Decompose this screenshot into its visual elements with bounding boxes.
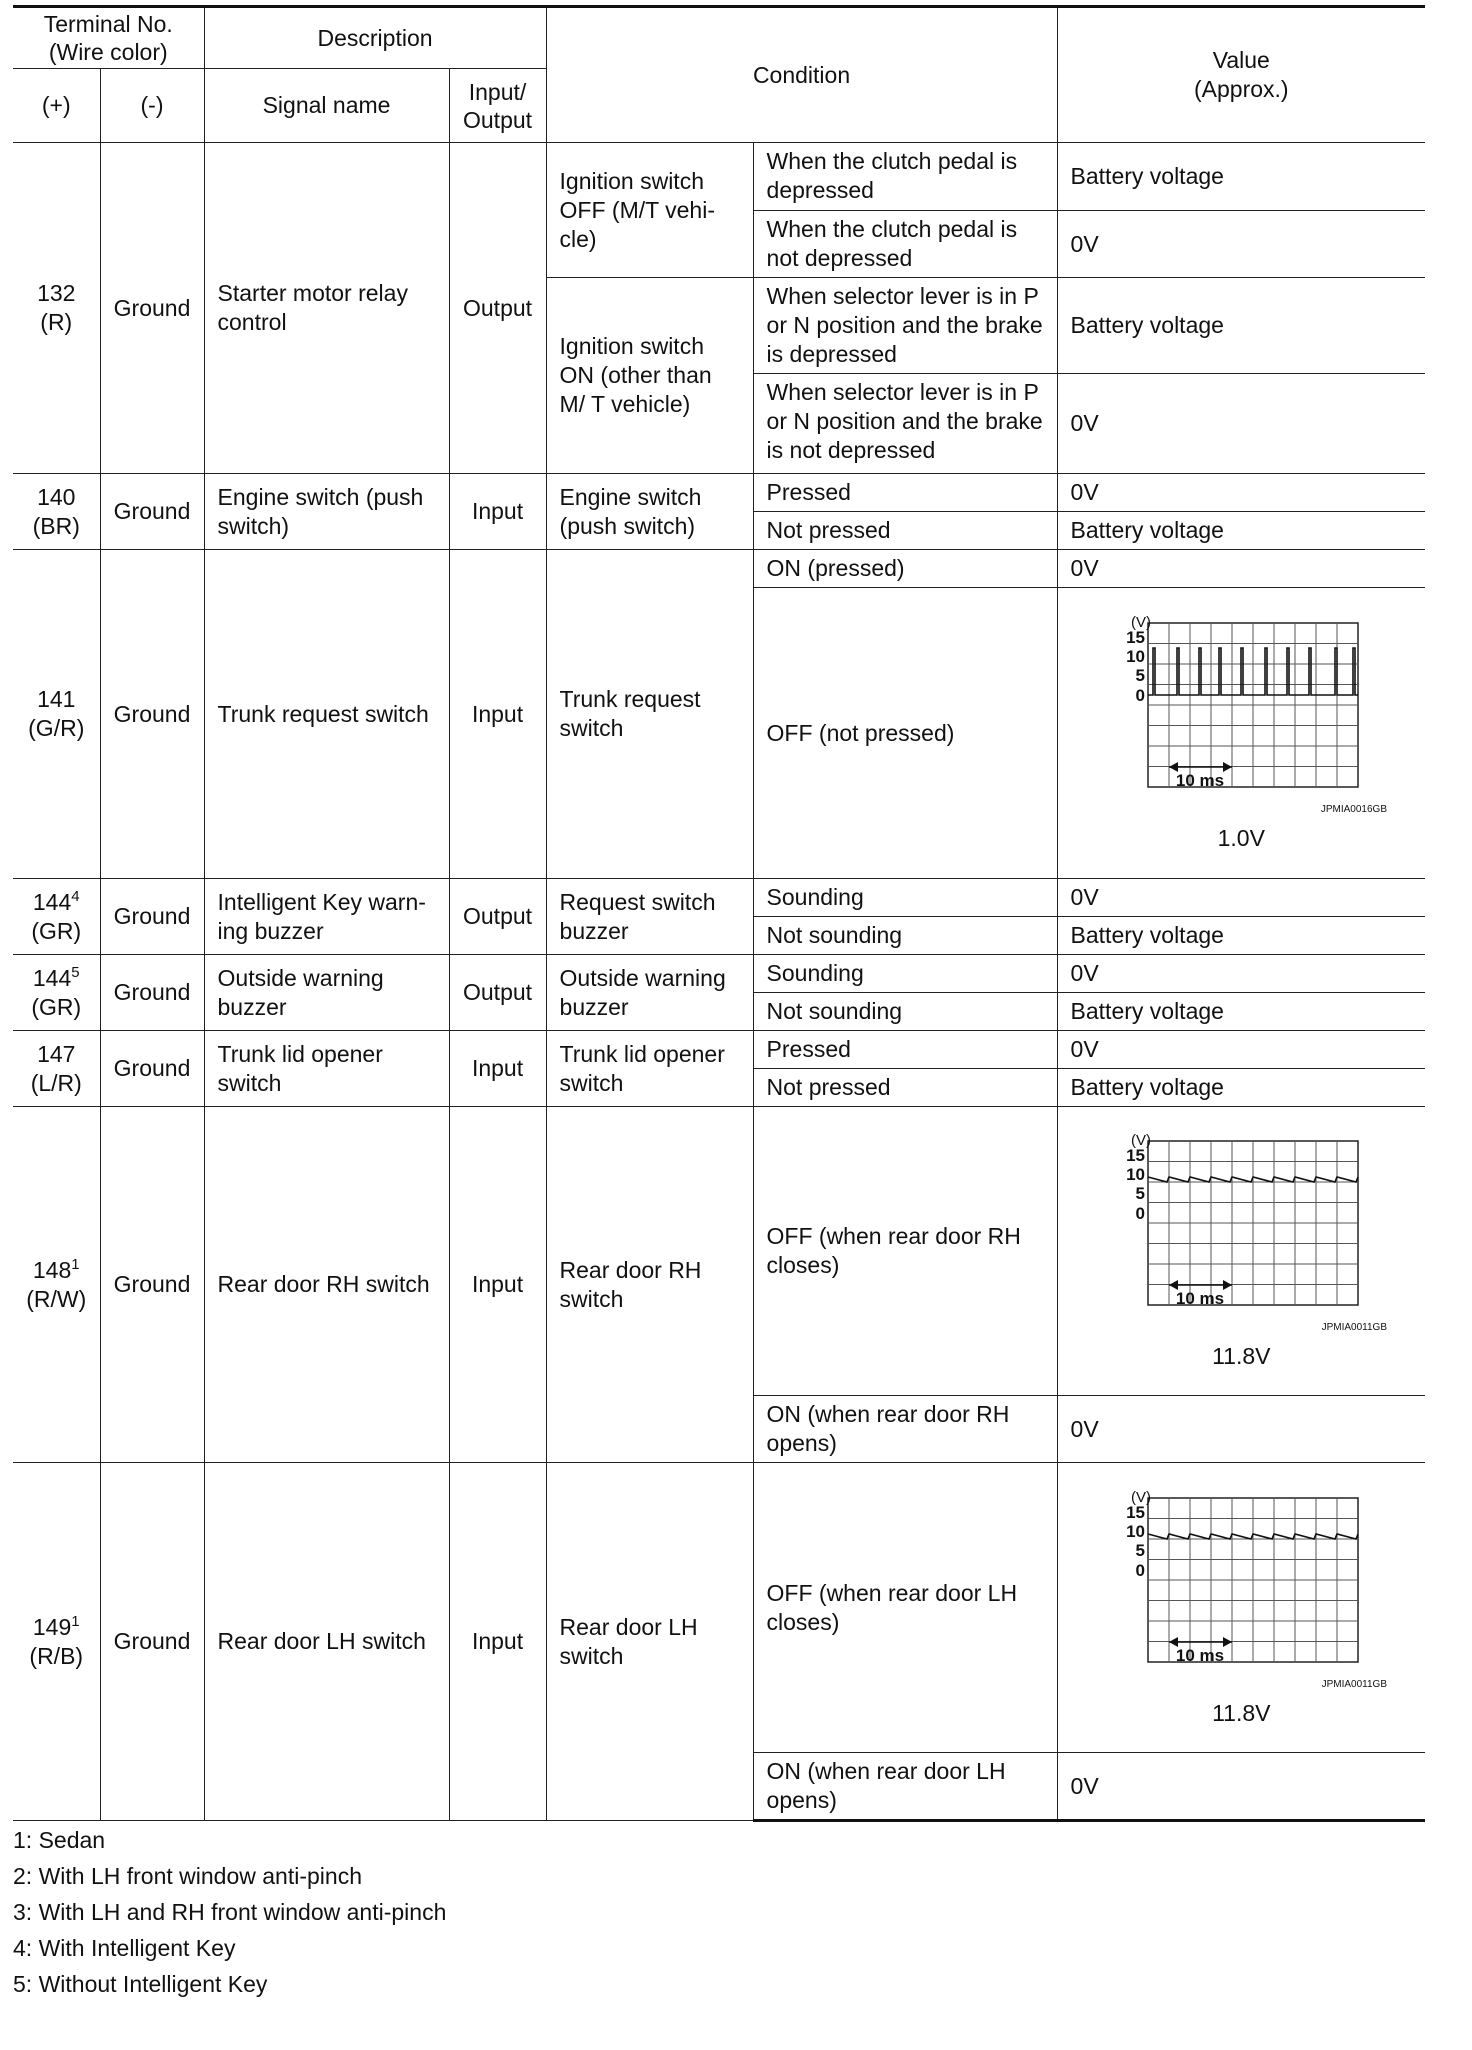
ground-cell: Ground [100, 143, 204, 474]
state-cell: When selector lever is in P or N position and the brake is depressed [753, 278, 1057, 374]
terminal-cell [13, 1031, 100, 1107]
value-cell [1057, 588, 1425, 879]
state-cell: Pressed [753, 474, 1057, 512]
waveform-tick-label: 5 [1135, 1184, 1146, 1203]
value-cell [1057, 1031, 1425, 1069]
state-cell: Not sounding [753, 993, 1057, 1031]
state-cell: Sounding [753, 955, 1057, 993]
condition-cell: Ignition switch OFF (M/T vehi- cle) [546, 143, 753, 278]
plus-header: (+) [13, 69, 100, 143]
waveform-unit-label: (V) [1131, 1489, 1152, 1506]
waveform-unit-label: (V) [1131, 615, 1152, 631]
state-cell: OFF (when rear door RH closes) [753, 1107, 1057, 1396]
ground-cell: Ground [100, 550, 204, 879]
wire-color: (GR) [31, 917, 82, 944]
condition-cell: Rear door RH switch [546, 1107, 753, 1463]
table-row [13, 1031, 1425, 1069]
ground-cell: Ground [100, 955, 204, 1031]
wave-value-label: 1.0V [1217, 825, 1265, 851]
value-text: 0V [1070, 410, 1099, 436]
value-cell [1057, 1396, 1425, 1463]
wire-color: (L/R) [30, 1069, 82, 1096]
waveform-tick-label: 15 [1126, 1502, 1146, 1522]
waveform-scale-label: 10 ms [1176, 771, 1225, 790]
table-row [13, 143, 1425, 211]
waveform-tick-label: 0 [1135, 1560, 1146, 1580]
terminal-number: 144 [32, 964, 72, 991]
value-text: Battery voltage [1070, 998, 1224, 1024]
footnote-item: 3: With LH and RH front window anti-pinch [13, 1899, 447, 1925]
terminal-table-document [13, 5, 1425, 2006]
terminal-footnote-ref: 1 [71, 1255, 80, 1273]
terminal-table [13, 5, 1425, 1822]
waveform-tick-label: 15 [1126, 628, 1146, 647]
wire-color: (G/R) [28, 715, 85, 741]
terminal-number: 147 [37, 1040, 76, 1067]
ground-cell: Ground [100, 474, 204, 550]
signal-name-cell: Engine switch (push switch) [204, 474, 449, 550]
input-output-cell: Output [449, 143, 546, 474]
approx-label: (Approx.) [1193, 76, 1289, 102]
terminal-footnote-ref: 1 [71, 1612, 80, 1630]
value-text: Battery voltage [1070, 163, 1224, 189]
footnote-item: 2: With LH front window anti-pinch [13, 1863, 362, 1889]
value-cell [1057, 211, 1425, 278]
ground-cell: Ground [100, 1107, 204, 1463]
condition-cell: Request switch buzzer [546, 879, 753, 955]
footnote-item: 1: Sedan [13, 1827, 106, 1853]
footnote-item: 4: With Intelligent Key [13, 1935, 236, 1961]
state-cell: OFF (when rear door LH closes) [753, 1463, 1057, 1753]
state-cell: Sounding [753, 879, 1057, 917]
table-row [13, 550, 1425, 588]
value-text: Battery voltage [1070, 517, 1224, 543]
input-output-cell: Input [449, 1031, 546, 1107]
terminal-no-header [13, 7, 204, 69]
table-row [13, 1107, 1425, 1396]
value-cell [1057, 278, 1425, 374]
value-text: 0V [1070, 1415, 1099, 1442]
signal-name-cell: Rear door LH switch [204, 1463, 449, 1821]
minus-header: (-) [100, 69, 204, 143]
value-cell [1057, 374, 1425, 474]
value-text: 0V [1070, 1036, 1099, 1062]
terminal-cell [13, 474, 100, 550]
state-cell: ON (when rear door RH opens) [753, 1396, 1057, 1463]
state-cell: OFF (not pressed) [753, 588, 1057, 879]
state-cell: Pressed [753, 1031, 1057, 1069]
waveform-scale-label: 10 ms [1176, 1289, 1225, 1308]
wave-value-label: 11.8V [1212, 1343, 1271, 1369]
waveform-figure-code: JPMIA0016GB [1321, 804, 1388, 815]
condition-cell: Engine switch (push switch) [546, 474, 753, 550]
value-text: 0V [1070, 479, 1099, 505]
terminal-cell [13, 143, 100, 474]
signal-name-header: Signal name [204, 69, 449, 143]
signal-name-cell: Trunk request switch [204, 550, 449, 879]
waveform-tick-label: 10 [1126, 647, 1146, 666]
value-cell [1057, 143, 1425, 211]
input-output-cell: Input [449, 550, 546, 879]
value-text: 0V [1070, 230, 1099, 257]
condition-cell: Outside warning buzzer [546, 955, 753, 1031]
wire-color: (R) [40, 309, 73, 335]
waveform-figure-code: JPMIA0011GB [1321, 1322, 1388, 1333]
waveform-scale-arrow-right [1223, 1637, 1232, 1647]
value-cell [1057, 550, 1425, 588]
condition-header: Condition [546, 7, 1057, 143]
input-output-cell: Output [449, 955, 546, 1031]
value-cell [1057, 879, 1425, 917]
value-cell [1057, 474, 1425, 512]
condition-cell: Rear door LH switch [546, 1463, 753, 1821]
terminal-cell [13, 550, 100, 879]
value-header [1057, 7, 1425, 143]
value-label: Value [1212, 47, 1270, 73]
signal-name-cell: Trunk lid opener switch [204, 1031, 449, 1107]
ground-cell: Ground [100, 1463, 204, 1821]
wave-value-label: 11.8V [1212, 1699, 1271, 1726]
waveform-graph [1091, 1133, 1391, 1333]
terminal-number: 141 [37, 686, 76, 712]
table-row [13, 879, 1425, 917]
signal-name-cell: Rear door RH switch [204, 1107, 449, 1463]
waveform-graph [1091, 615, 1391, 815]
waveform-scale-arrow-right [1223, 1280, 1232, 1290]
terminal-number: 144 [32, 888, 72, 915]
waveform-tick-label: 15 [1126, 1146, 1146, 1165]
waveform-tick-label: 0 [1135, 1204, 1146, 1223]
waveform-tick-label: 10 [1126, 1521, 1146, 1541]
wire-color: (R/W) [26, 1285, 87, 1312]
condition-cell: Ignition switch ON (other than M/ T vehicle) [546, 278, 753, 474]
terminal-footnote-ref: 4 [71, 887, 80, 905]
terminal-footnote-ref: 5 [71, 963, 80, 981]
value-cell [1057, 1463, 1425, 1753]
value-text: 0V [1070, 555, 1099, 581]
input-output-cell: Output [449, 879, 546, 955]
condition-cell: Trunk lid opener switch [546, 1031, 753, 1107]
ground-cell: Ground [100, 1031, 204, 1107]
state-cell: Not pressed [753, 1069, 1057, 1107]
signal-name-cell: Intelligent Key warn- ing buzzer [204, 879, 449, 955]
table-row [13, 1463, 1425, 1753]
terminal-number: 132 [37, 280, 76, 306]
state-cell: Not pressed [753, 512, 1057, 550]
value-cell [1057, 955, 1425, 993]
terminal-no-label: Terminal No. [43, 11, 173, 37]
waveform-tick-label: 5 [1135, 1540, 1146, 1560]
waveform-scale-label: 10 ms [1176, 1645, 1225, 1665]
input-output-cell: Input [449, 474, 546, 550]
value-cell [1057, 917, 1425, 955]
state-cell: ON (when rear door LH opens) [753, 1753, 1057, 1821]
value-text: 0V [1070, 1772, 1099, 1799]
wire-color: (BR) [32, 512, 80, 539]
condition-cell: Trunk request switch [546, 550, 753, 879]
value-text: 0V [1070, 884, 1099, 910]
value-cell [1057, 1107, 1425, 1396]
value-text: Battery voltage [1070, 1074, 1224, 1100]
state-cell: Not sounding [753, 917, 1057, 955]
description-header: Description [204, 7, 546, 69]
footnote-item: 5: Without Intelligent Key [13, 1971, 268, 1997]
waveform-scale-arrow-right [1223, 762, 1232, 772]
input-output-header: Input/ Output [449, 69, 546, 143]
waveform-tick-label: 10 [1126, 1165, 1146, 1184]
value-text: Battery voltage [1070, 312, 1224, 338]
table-body [13, 143, 1425, 1821]
table-header [13, 7, 1425, 143]
terminal-number: 149 [32, 1613, 72, 1640]
table-row [13, 955, 1425, 993]
footnotes [13, 1826, 1425, 2006]
waveform-tick-label: 0 [1135, 686, 1146, 705]
wire-color: (GR) [31, 993, 82, 1020]
input-output-cell: Input [449, 1463, 546, 1821]
value-text: 0V [1070, 960, 1099, 986]
signal-name-cell: Outside warning buzzer [204, 955, 449, 1031]
table-row [13, 474, 1425, 512]
terminal-number: 148 [32, 1256, 72, 1283]
state-cell: When selector lever is in P or N position and the brake is not depressed [753, 374, 1057, 474]
value-cell [1057, 993, 1425, 1031]
wire-color: (R/B) [29, 1642, 84, 1669]
state-cell: When the clutch pedal is depressed [753, 143, 1057, 211]
terminal-cell [13, 955, 100, 1031]
waveform-tick-label: 5 [1135, 666, 1146, 685]
value-cell [1057, 1069, 1425, 1107]
terminal-cell [13, 1463, 100, 1821]
value-cell [1057, 1753, 1425, 1821]
value-cell [1057, 512, 1425, 550]
terminal-cell [13, 1107, 100, 1463]
value-text: Battery voltage [1070, 922, 1224, 948]
state-cell: ON (pressed) [753, 550, 1057, 588]
state-cell: When the clutch pedal is not depressed [753, 211, 1057, 278]
wire-color-label: (Wire color) [48, 39, 168, 65]
waveform-figure-code: JPMIA0011GB [1321, 1678, 1388, 1690]
signal-name-cell: Starter motor relay control [204, 143, 449, 474]
input-output-cell: Input [449, 1107, 546, 1463]
ground-cell: Ground [100, 879, 204, 955]
terminal-cell [13, 879, 100, 955]
waveform-graph [1091, 1490, 1391, 1690]
waveform-unit-label: (V) [1131, 1133, 1152, 1149]
terminal-number: 140 [37, 483, 76, 510]
